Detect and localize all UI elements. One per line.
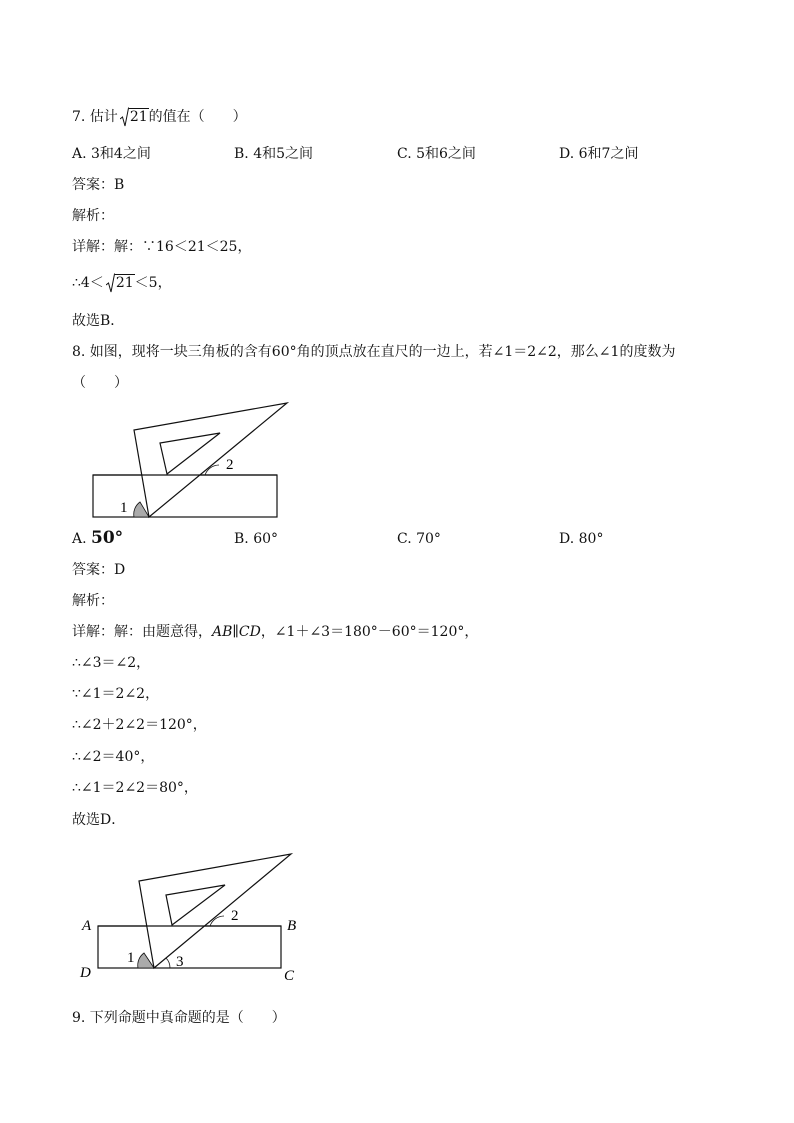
q7-step-radicand: 21 [115,275,134,291]
q7-step-prefix: ∴4＜ [72,275,104,291]
q7-analysis-label: 解析： [72,208,114,224]
q7-option-a: A. 3和4之间 [72,146,151,162]
q8-option-c: C. 70° [397,531,441,547]
point-d-label: D [80,965,91,981]
q8-conclusion: 故选D． [72,812,126,828]
q7-option-b: B. 4和5之间 [234,146,314,162]
q8-step-2: ∵∠1＝2∠2， [72,686,160,702]
q8-stem-line2: （ ） [72,375,128,391]
q8-detail-prefix: 详解：解：由题意得， [72,624,212,640]
q8-analysis-label: 解析： [72,593,114,609]
q7-stem-suffix: 的值在（ ） [148,109,247,125]
q7-sqrt [120,108,149,126]
q7-stem [72,108,247,126]
q8-detail [72,623,478,641]
q8-detail-parallel: AB∥CD [212,624,261,640]
point-b-label: B [287,918,297,934]
q8-answer: 答案：D [72,562,126,578]
radical-sign-icon [120,107,129,127]
q7-step-sqrt [106,274,135,292]
q8-figure-1 [88,400,293,522]
q8-option-b: B. 60° [234,531,279,547]
q7-step [72,274,172,292]
q7-option-d: D. 6和7之间 [559,146,639,162]
q8-step-1: ∴∠3＝∠2， [72,655,151,671]
point-c-label: C [284,968,295,984]
q7-conclusion: 故选B． [72,313,125,329]
q7-step-suffix: ＜5， [134,275,172,291]
angle-1-label: 1 [120,500,128,516]
q8-step-5: ∴∠1＝2∠2＝80°， [72,780,198,796]
q7-stem-prefix: 7. 估计 [72,109,118,125]
q7-detail: 详解：解：∵16＜21＜25， [72,239,252,255]
q8-option-a-prefix: A. [72,531,92,547]
angle-2-label: 2 [226,457,234,473]
radical-sign-icon [106,273,115,293]
q8-step-3: ∴∠2＋2∠2＝120°， [72,717,207,733]
q8-step-4: ∴∠2＝40°， [72,749,155,765]
q8-option-a-value: 50° [91,528,124,548]
q9-stem: 9. 下列命题中真命题的是（ ） [72,1010,286,1026]
angle-1-label: 1 [127,950,135,966]
q7-option-c: C. 5和6之间 [397,146,476,162]
q8-detail-suffix: ，∠1＋∠3＝180°－60°＝120°， [260,624,479,640]
q8-figure-2 [76,848,300,984]
q8-stem-line1: 8. 如图，现将一块三角板的含有60°角的顶点放在直尺的一边上，若∠1＝2∠2，那么∠1的度数为 [72,344,676,360]
angle-2-label: 2 [231,908,239,924]
q8-option-d: D. 80° [559,531,604,547]
point-a-label: A [82,918,92,934]
q7-answer: 答案：B [72,177,125,193]
q7-radicand: 21 [129,109,148,125]
q8-option-a [72,529,123,548]
angle-3-label: 3 [176,954,184,970]
